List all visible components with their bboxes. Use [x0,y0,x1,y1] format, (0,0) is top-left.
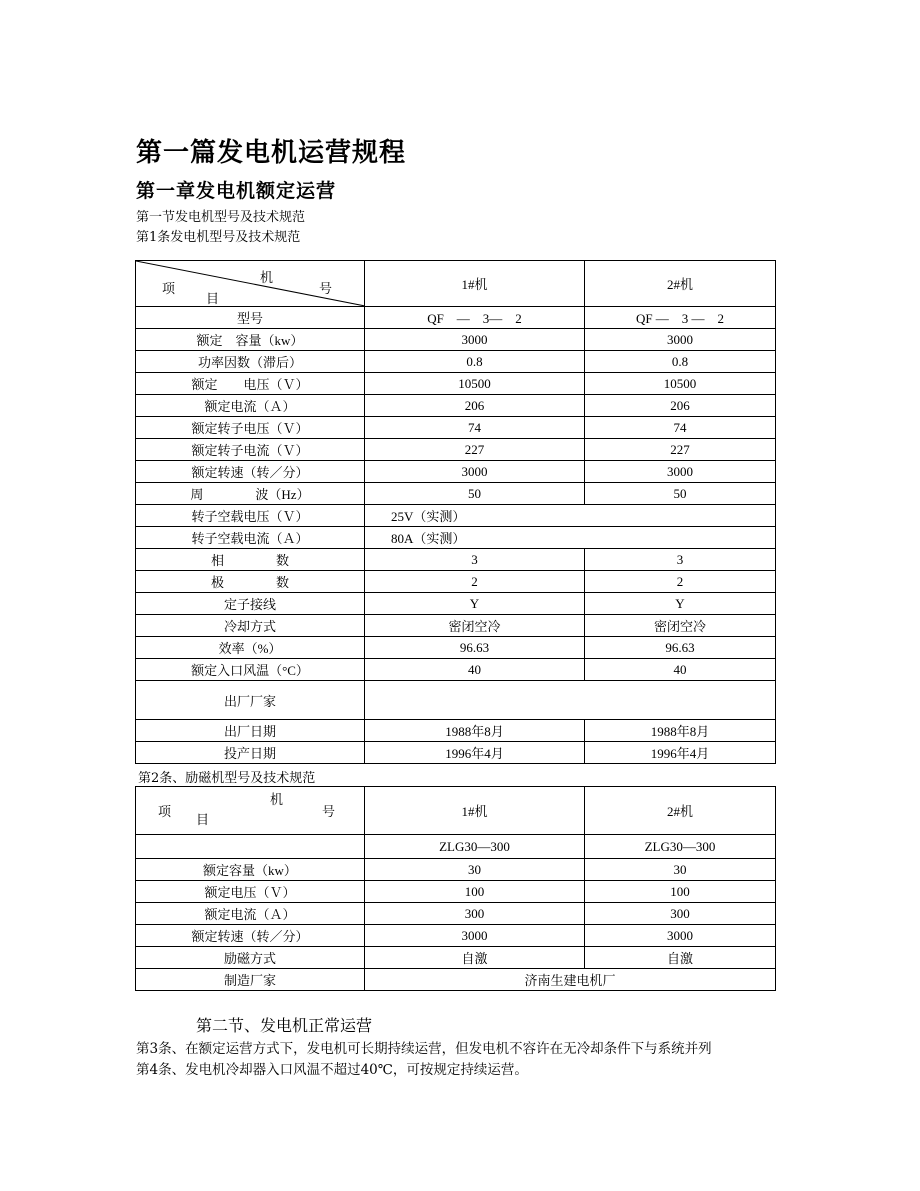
table-row [136,395,776,417]
value-1: 3000 [365,329,585,351]
value-2: 自激 [585,947,776,969]
value-1: 227 [365,439,585,461]
row-label: 励磁方式 [136,947,365,969]
section-heading-2: 第二节、发电机正常运营 [196,1016,373,1035]
merged-value: 25V（实测） [365,505,776,527]
column-header-2: 2#机 [585,787,776,835]
value-1: 300 [365,903,585,925]
table-row [136,571,776,593]
table-row [136,947,776,969]
value-2: 0.8 [585,351,776,373]
header-number: 号 [319,281,333,296]
value-2: 30 [585,859,776,881]
article-4-text: 第4条、发电机冷却器入口风温不超过40℃，可按规定持续运营。 [136,1062,528,1078]
diagonal-header-cell [136,787,365,835]
value-2: 10500 [585,373,776,395]
value-1: 1988年8月 [365,720,585,742]
row-label: 额定电流（Ａ） [136,903,365,925]
table-row [136,659,776,681]
value-1: 40 [365,659,585,681]
value-1: 206 [365,395,585,417]
table-row [136,483,776,505]
table-row [136,527,776,549]
value-2: 50 [585,483,776,505]
row-label: 冷却方式 [136,615,365,637]
value-2: 2 [585,571,776,593]
document-title: 第一篇发电机运营规程 [136,138,407,168]
row-label: 额定转速（转／分） [136,925,365,947]
header-item: 项 [162,281,176,296]
header-number: 号 [322,804,336,819]
article-3-text: 第3条、在额定运营方式下，发电机可长期持续运营，但发电机不容许在无冷却条件下与系统并列 [136,1041,712,1057]
table-row [136,461,776,483]
value-1: 100 [365,881,585,903]
merged-value: 80A（实测） [365,527,776,549]
value-2: 74 [585,417,776,439]
value-2: 3000 [585,461,776,483]
row-label: 转子空载电压（Ｖ） [136,505,365,527]
empty-value-cell [365,681,776,720]
value-2: 1996年4月 [585,742,776,764]
value-2: 227 [585,439,776,461]
row-label [136,835,365,859]
table-row [136,307,776,329]
value-1: Y [365,593,585,615]
table-row [136,505,776,527]
value-1: 30 [365,859,585,881]
table-header-row [136,261,776,307]
table-row [136,373,776,395]
row-label: 额定 电压（Ｖ） [136,373,365,395]
row-label: 效率（%） [136,637,365,659]
value-1: 3000 [365,461,585,483]
article-1-heading: 第1条发电机型号及技术规范 [136,230,301,245]
column-header-1: 1#机 [365,261,585,307]
header-machine: 机 [270,792,284,807]
row-label: 额定入口风温（°C） [136,659,365,681]
value-1: QF — 3— 2 [365,307,585,329]
row-label: 额定电流（Ａ） [136,395,365,417]
table-row [136,439,776,461]
value-2: 3000 [585,925,776,947]
table-row [136,720,776,742]
value-2: QF — 3 — 2 [585,307,776,329]
table-row [136,351,776,373]
value-2: 3000 [585,329,776,351]
row-label: 出厂厂家 [136,681,365,720]
table-row [136,417,776,439]
table-row [136,615,776,637]
table-header-row [136,787,776,835]
row-label: 额定转速（转／分） [136,461,365,483]
value-1: 3 [365,549,585,571]
column-header-2: 2#机 [585,261,776,307]
row-label: 额定转子电压（Ｖ） [136,417,365,439]
row-label: 极 数 [136,571,365,593]
row-label: 额定电压（Ｖ） [136,881,365,903]
row-label: 制造厂家 [136,969,365,991]
value-2: 40 [585,659,776,681]
row-label: 转子空载电流（Ａ） [136,527,365,549]
table-row [136,881,776,903]
row-label: 出厂日期 [136,720,365,742]
value-1: 74 [365,417,585,439]
row-label: 功率因数（滞后） [136,351,365,373]
table-row [136,859,776,881]
row-label: 投产日期 [136,742,365,764]
value-2: 密闭空冷 [585,615,776,637]
value-2: 206 [585,395,776,417]
value-2: ZLG30—300 [585,835,776,859]
value-1: 96.63 [365,637,585,659]
row-label: 额定 容量（kw） [136,329,365,351]
value-2: 3 [585,549,776,571]
table-row [136,925,776,947]
diagonal-header-cell [136,261,365,307]
row-label: 型号 [136,307,365,329]
value-2: Y [585,593,776,615]
table-row [136,637,776,659]
value-1: 密闭空冷 [365,615,585,637]
column-header-1: 1#机 [365,787,585,835]
table-row [136,903,776,925]
table-row [136,742,776,764]
section-heading-1: 第一节发电机型号及技术规范 [136,210,306,225]
table-row [136,593,776,615]
row-label: 额定转子电流（Ｖ） [136,439,365,461]
header-mu: 目 [206,291,220,306]
row-label: 定子接线 [136,593,365,615]
merged-value: 济南生建电机厂 [365,969,776,991]
row-label: 相 数 [136,549,365,571]
value-1: 1996年4月 [365,742,585,764]
article-2-heading: 第2条、励磁机型号及技术规范 [138,771,316,786]
value-1: 2 [365,571,585,593]
value-1: ZLG30—300 [365,835,585,859]
table-row [136,329,776,351]
value-1: 自激 [365,947,585,969]
value-2: 1988年8月 [585,720,776,742]
table-row [136,969,776,991]
value-2: 300 [585,903,776,925]
header-item: 项 [158,804,172,819]
generator-spec-table [135,260,776,764]
value-1: 3000 [365,925,585,947]
value-2: 100 [585,881,776,903]
header-mu: 目 [196,812,210,827]
model-row [136,835,776,859]
chapter-heading: 第一章发电机额定运营 [136,180,337,202]
row-label: 额定容量（kw） [136,859,365,881]
value-1: 0.8 [365,351,585,373]
header-machine: 机 [260,270,274,285]
value-1: 10500 [365,373,585,395]
exciter-spec-table [135,786,776,991]
row-label: 周 波（Hz） [136,483,365,505]
table-row [136,549,776,571]
value-1: 50 [365,483,585,505]
table-row [136,681,776,720]
value-2: 96.63 [585,637,776,659]
